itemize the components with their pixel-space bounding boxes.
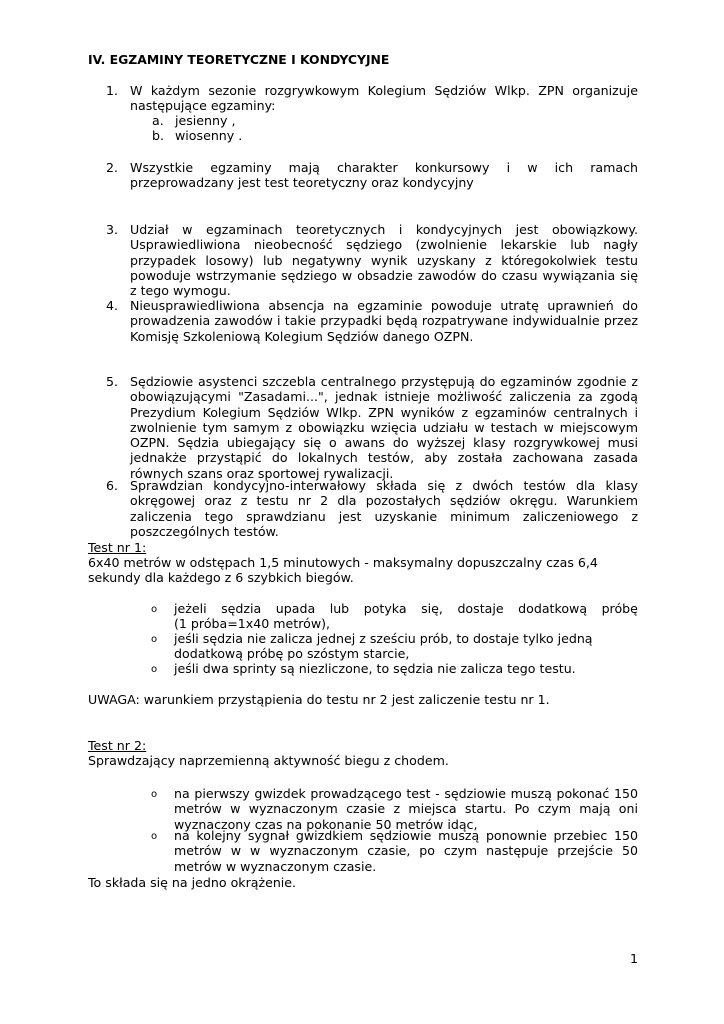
bullet-icon: o: [150, 634, 158, 645]
test2-description: Sprawdzający naprzemienną aktywność biegu z chodem.: [88, 753, 449, 768]
word: sędzia: [221, 601, 262, 616]
item-text: Wszystkie egzaminy mają charakter konkursowy i w ich ramach przeprowadzany jest test teoretyczny oraz kondycyjny: [130, 160, 638, 191]
test2-title: Test nr 2:: [88, 738, 147, 753]
item-number: 4.: [105, 298, 118, 313]
item-text: Nieusprawiedliwiona absencja na egzaminie powoduje utratę uprawnień do prowadzenia zawodów i takie przypadki będą rozpatrywane indywidualnie przez Komisję Szkoleniową Kolegium Sędziów danego OZPN.: [130, 298, 638, 344]
bullet-icon: o: [150, 831, 158, 842]
item-number: 2.: [105, 160, 118, 175]
item-number: 6.: [105, 478, 118, 493]
item-number: 3.: [105, 222, 118, 237]
section-heading: IV. EGZAMINY TEORETYCZNE I KONDYCYJNE: [88, 52, 390, 67]
word: dostaje: [457, 601, 504, 616]
test1-bullet2: jeśli sędzia nie zalicza jednej z sześciu prób, to dostaje tylko jedną dodatkową próbę po szóstym starcie,: [174, 631, 593, 662]
test2-bullet1: na pierwszy gwizdek prowadzącego test - sędziowie muszą pokonać 150 metrów w wyznaczonym czasie z miejsca startu. Po czym mają oni wyznaczony czas na pokonanie 50 metrów idąc,: [174, 786, 638, 832]
word: próbę: [601, 601, 638, 616]
test1-title: Test nr 1:: [88, 540, 147, 555]
bullet-icon: o: [150, 789, 158, 800]
test1-description: 6x40 metrów w odstępach 1,5 minutowych - maksymalny dopuszczalny czas 6,4 sekundy dla każdego z 6 szybkich biegów.: [88, 555, 598, 586]
sub-text: wiosenny .: [175, 128, 243, 143]
word: potyka: [363, 601, 407, 616]
bullet-icon: o: [150, 604, 158, 615]
test1-bullet3: jeśli dwa sprinty są niezliczone, to sędzia nie zalicza tego testu.: [174, 661, 576, 676]
item-number: 1.: [105, 83, 118, 98]
item-number: 5.: [105, 374, 118, 389]
word: jeżeli: [174, 601, 207, 616]
item-text: Udział w egzaminach teoretycznych i kondycyjnych jest obowiązkowy. Usprawiedliwiona nieobecność sędziego (zwolnienie lekarskie lub nagły przypadek losowy) lub negatywny wynik uzyskany z któregokolwiek testu powoduje wstrzymanie sędziego w obsadzie zawodów do czasu wywiązania się z tego wymogu.: [130, 222, 638, 299]
test1-bullet1-line2: (1 próba=1x40 metrów),: [174, 616, 331, 631]
test2-bullet2: na kolejny sygnał gwizdkiem sędziowie muszą ponownie przebiec 150 metrów w w wyznaczonym czasie, po czym następuje przejście 50 metrów w wyznaczonym czasie.: [174, 828, 638, 874]
word: upada: [275, 601, 316, 616]
sub-text: jesienny ,: [175, 113, 236, 128]
item-text: Sprawdzian kondycyjno-interwałowy składa się z dwóch testów dla klasy okręgowej oraz z testu nr 2 dla pozostałych sędziów okręgu. Warunkiem zaliczenia tego sprawdzianu jest uzyskanie minimum zaliczeniowego z poszczególnych testów.: [130, 478, 638, 539]
item-text: Sędziowie asystenci szczebla centralnego przystępują do egzaminów zgodnie z obowiązującymi "Zasadami...", jednak istnieje możliwość zaliczenia za zgodą Prezydium Kolegium Sędziów Wlkp. ZPN wyników z egzaminów centralnych i zwolnienie tym samym z obowiązku wzięcia udziału w testach w miejscowym OZPN. Sędzia ubiegający się o awans do wyższej klasy rozgrywkowej musi jednakże przystąpić do lokalnych testów, aby została zachowana zasada równych szans oraz sportowej rywalizacji.: [130, 374, 638, 481]
word: się,: [421, 601, 443, 616]
test1-bullet1-line1: [174, 601, 638, 616]
closing-text: To składa się na jedno okrążenie.: [88, 875, 297, 890]
sub-letter: a.: [152, 113, 164, 128]
item-text: W każdym sezonie rozgrywkowym Kolegium Sędziów Wlkp. ZPN organizuje następujące egzaminy:: [130, 83, 638, 114]
page-number: 1: [630, 951, 639, 966]
word: lub: [329, 601, 350, 616]
bullet-icon: o: [150, 664, 158, 675]
sub-letter: b.: [152, 128, 164, 143]
word: dodatkową: [518, 601, 588, 616]
uwaga-note: UWAGA: warunkiem przystąpienia do testu nr 2 jest zaliczenie testu nr 1.: [88, 692, 550, 707]
